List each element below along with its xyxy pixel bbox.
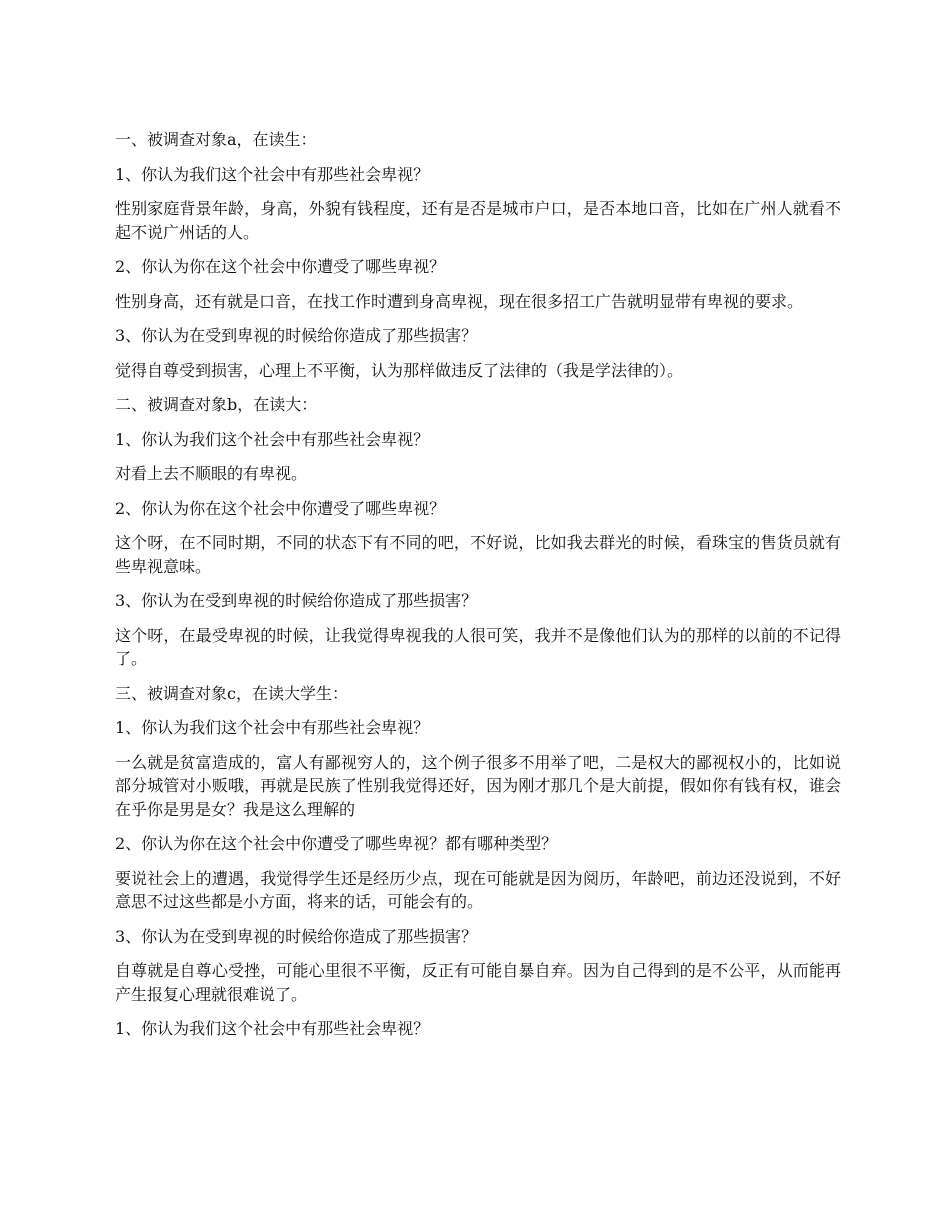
question-3: 3、你认为在受到卑视的时候给你造成了那些损害？	[115, 326, 478, 345]
question-1: 1、你认为我们这个社会中有那些社会卑视？	[115, 164, 430, 184]
question-2: 2、你认为你在这个社会中你遭受了哪些卑视？	[115, 498, 446, 518]
answer: 一么就是贫富造成的，富人有鄙视穷人的，这个例子很多不用举了吧，二是权大的鄙视权小的，比如说部分城管对小贩哦，再就是民族了性别我觉得还好，因为刚才那几个是大前提，假如你有钱有权，谁会在乎你是男是女？我是这么理解的	[115, 752, 841, 819]
answer: 要说社会上的遭遇，我觉得学生还是经历少点，现在可能就是因为阅历，年龄吧，前边还没说到，不好意思不过这些都是小方面，将来的话，可能会有的。	[115, 868, 841, 911]
section-heading-c: 三、被调查对象c，在读大学生：	[115, 683, 348, 703]
question-2: 2、你认为你在这个社会中你遭受了哪些卑视？都有哪种类型？	[115, 834, 558, 853]
question-3: 3、你认为在受到卑视的时候给你造成了那些损害？	[115, 926, 478, 946]
question-2: 2、你认为你在这个社会中你遭受了哪些卑视？	[115, 257, 446, 276]
answer: 这个呀，在不同时期，不同的状态下有不同的吧，不好说，比如我去群光的时候，看珠宝的售货员就有些卑视意味。	[115, 533, 841, 576]
answer: 自尊就是自尊心受挫，可能心里很不平衡，反正有可能自暴自弃。因为自己得到的是不公平，从而能再产生报复心理就很难说了。	[115, 961, 841, 1004]
answer: 性别家庭背景年龄，身高，外貌有钱程度，还有是否是城市户口，是否本地口音，比如在广州人就看不起不说广州话的人。	[115, 199, 841, 242]
answer: 性别身高，还有就是口音，在找工作时遭到身高卑视，现在很多招工广告就明显带有卑视的要求。	[115, 291, 804, 311]
question-3: 3、你认为在受到卑视的时候给你造成了那些损害？	[115, 591, 478, 610]
question-1: 1、你认为我们这个社会中有那些社会卑视？	[115, 718, 430, 737]
section-heading-a: 一、被调查对象a，在读生：	[115, 130, 317, 149]
question-1: 1、你认为我们这个社会中有那些社会卑视？	[115, 1019, 430, 1038]
answer: 对看上去不顺眼的有卑视。	[115, 464, 308, 483]
answer: 这个呀，在最受卑视的时候，让我觉得卑视我的人很可笑，我并不是像他们认为的那样的以前的不记得了。	[115, 625, 841, 668]
answer: 觉得自尊受到损害，心理上不平衡，认为那样做违反了法律的（我是学法律的）。	[115, 360, 684, 380]
question-1: 1、你认为我们这个社会中有那些社会卑视？	[115, 429, 430, 449]
document-body	[115, 128, 841, 1052]
section-heading-b: 二、被调查对象b，在读大：	[115, 395, 318, 414]
